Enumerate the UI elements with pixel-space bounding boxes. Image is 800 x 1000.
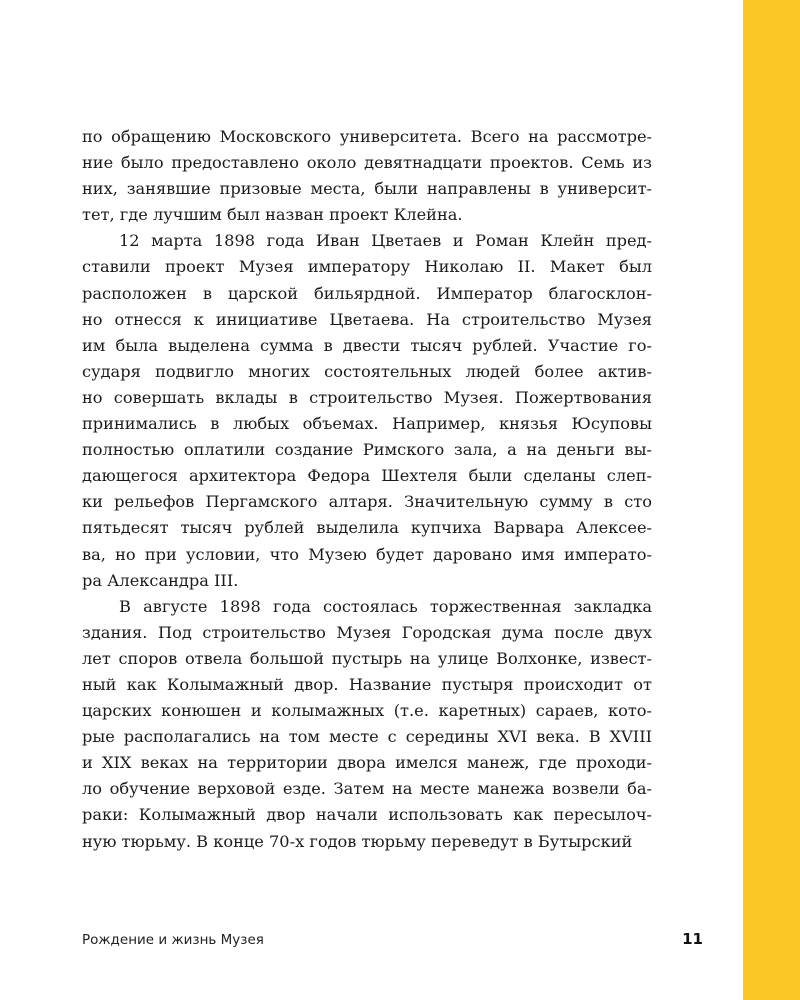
text-line: принимались в любых объемах. Например, князья Юсуповы [82, 414, 652, 434]
text-line: по обращению Московского университета. Всего на рассмотре- [82, 127, 652, 146]
paragraph [82, 124, 652, 228]
text-line: но отнесся к инициативе Цветаева. На строительство Музея [82, 309, 652, 329]
text-line: дающегося архитектора Федора Шехтеля были сделаны слеп- [82, 466, 652, 486]
paragraph [82, 594, 652, 855]
paragraph [82, 228, 652, 593]
text-line: и XIX веках на территории двора имелся манеж, где проходи- [82, 753, 652, 773]
running-footer-title: Рождение и жизнь Музея [82, 932, 264, 948]
text-line: пятьдесят тысяч рублей выделила купчиха Варвара Алексее- [82, 518, 652, 538]
text-line: ную тюрьму. В конце 70-х годов тюрьму переведут в Бутырский [82, 831, 633, 851]
text-line: ние было предоставлено около девятнадцати проектов. Семь из [82, 153, 652, 173]
text-line: ра Александра III. [82, 570, 239, 590]
text-line: лет споров отвела большой пустырь на улице Волхонке, извест- [82, 648, 652, 668]
text-line: тет, где лучшим был назван проект Клейна. [82, 205, 463, 225]
text-line: ва, но при условии, что Музею будет даровано имя императо- [82, 544, 652, 564]
text-line: раки: Колымажный двор начали использовать как пересылоч- [82, 805, 652, 825]
text-line: ло обучение верховой езде. Затем на месте манежа возвели ба- [82, 779, 652, 799]
text-line: царских конюшен и колымажных (т.е. каретных) сараев, кото- [82, 701, 652, 721]
text-line: полностью оплатили создание Римского зала, а на деньги вы- [82, 440, 652, 460]
text-line: рые располагались на том месте с середины XVI века. В XVIII [82, 727, 652, 747]
text-line: ный как Колымажный двор. Название пустыря происходит от [82, 674, 652, 694]
text-line: ставили проект Музея императору Николаю II. Макет был [82, 257, 652, 277]
body-text [82, 124, 652, 855]
text-line: сударя подвигло многих состоятельных людей более актив- [82, 361, 652, 381]
text-line: расположен в царской бильярдной. Император благосклон- [82, 283, 652, 303]
page-number: 11 [682, 930, 703, 948]
text-line: им была выделена сумма в двести тысяч рублей. Участие го- [82, 335, 652, 355]
text-line: но совершать вклады в строительство Музея. Пожертвования [82, 387, 652, 407]
text-line: них, занявшие призовые места, были направлены в университ- [82, 179, 652, 199]
text-line: здания. Под строительство Музея Городская дума после двух [82, 622, 652, 642]
yellow-side-stripe [743, 0, 800, 1000]
text-line: В августе 1898 года состоялась торжественная закладка [119, 596, 652, 616]
text-line: ки рельефов Пергамского алтаря. Значительную сумму в сто [82, 492, 652, 512]
text-line: 12 марта 1898 года Иван Цветаев и Роман Клейн пред- [119, 231, 652, 251]
